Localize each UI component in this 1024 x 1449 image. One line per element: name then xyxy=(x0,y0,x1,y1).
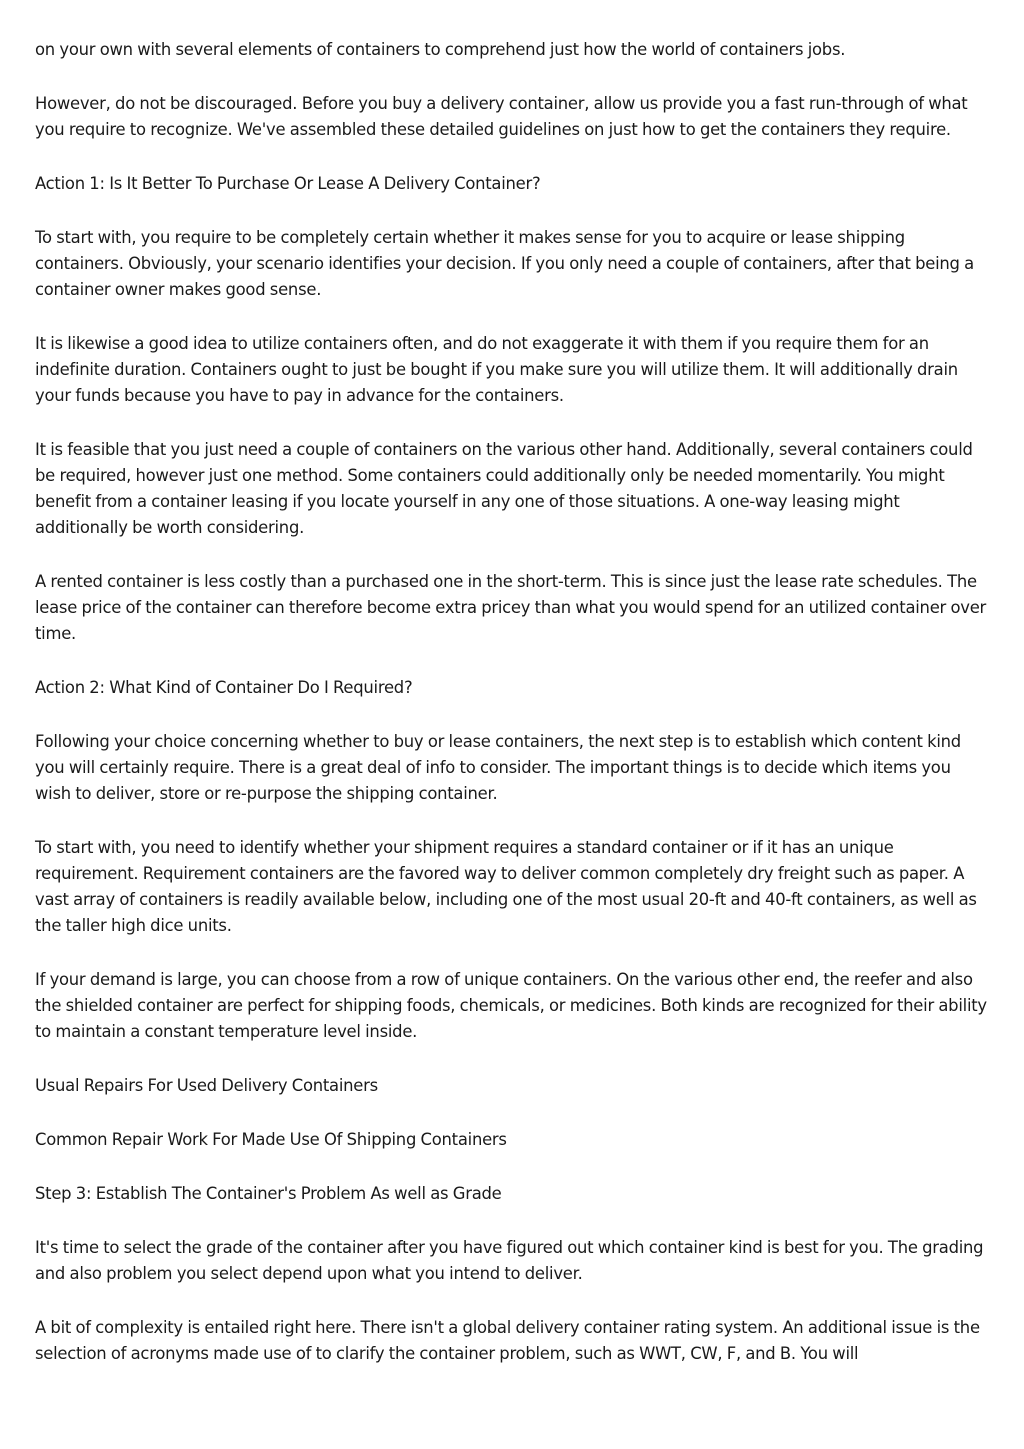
heading-step-3: Step 3: Establish The Container's Problem As well as Grade xyxy=(35,1184,502,1203)
heading-common-repair-work: Common Repair Work For Made Use Of Shipping Containers xyxy=(35,1130,507,1149)
paragraph-intro-continued: on your own with several elements of containers to comprehend just how the world of containers jobs. xyxy=(35,40,846,59)
paragraph-discouraged: However, do not be discouraged. Before you buy a delivery container, allow us provide you a fast run-through of what you require to recognize. We've assembled these detailed guidelines on just how to get the containers they require. xyxy=(35,94,968,139)
heading-action-2: Action 2: What Kind of Container Do I Required? xyxy=(35,678,413,697)
paragraph-rented-container: A rented container is less costly than a purchased one in the short-term. This is since just the lease rate schedules. The lease price of the container can therefore become extra pricey than what you would spend for an utilized container over time. xyxy=(35,572,987,643)
paragraph-complexity: A bit of complexity is entailed right here. There isn't a global delivery container rating system. An additional issue is the selection of acronyms made use of to clarify the container problem, such as WWT, CW, F, and B. You will xyxy=(35,1318,980,1363)
document-body xyxy=(35,37,990,1395)
paragraph-feasible: It is feasible that you just need a couple of containers on the various other hand. Additionally, several containers could be required, however just one method. Some containers could additionally only be needed momentarily. You might benefit from a container leasing if you locate yourself in any one of those situations. A one-way leasing might additionally be worth considering. xyxy=(35,440,973,537)
paragraph-utilize-often: It is likewise a good idea to utilize containers often, and do not exaggerate it with them if you require them for an indefinite duration. Containers ought to just be bought if you make sure you will utilize them. It will additionally drain your funds because you have to pay in advance for the containers. xyxy=(35,334,958,405)
paragraph-large-demand: If your demand is large, you can choose from a row of unique containers. On the various other end, the reefer and also the shielded container are perfect for shipping foods, chemicals, or medicines. Both kinds are recognized for their ability to maintain a constant temperature level inside. xyxy=(35,970,987,1041)
heading-action-1: Action 1: Is It Better To Purchase Or Lease A Delivery Container? xyxy=(35,174,541,193)
paragraph-select-grade: It's time to select the grade of the container after you have figured out which container kind is best for you. The grading and also problem you select depend upon what you intend to deliver. xyxy=(35,1238,984,1283)
heading-usual-repairs: Usual Repairs For Used Delivery Containers xyxy=(35,1076,378,1095)
paragraph-identify-shipment: To start with, you need to identify whether your shipment requires a standard container or if it has an unique requirement. Requirement containers are the favored way to deliver common completely dry freight such as paper. A vast array of containers is readily available below, including one of the most usual 20-ft and 40-ft containers, as well as the taller high dice units. xyxy=(35,838,977,935)
paragraph-acquire-or-lease: To start with, you require to be completely certain whether it makes sense for you to acquire or lease shipping containers. Obviously, your scenario identifies your decision. If you only need a couple of containers, after that being a container owner makes good sense. xyxy=(35,228,974,299)
paragraph-following-choice: Following your choice concerning whether to buy or lease containers, the next step is to establish which content kind you will certainly require. There is a great deal of info to consider. The important things is to decide which items you wish to deliver, store or re-purpose the shipping container. xyxy=(35,732,961,803)
